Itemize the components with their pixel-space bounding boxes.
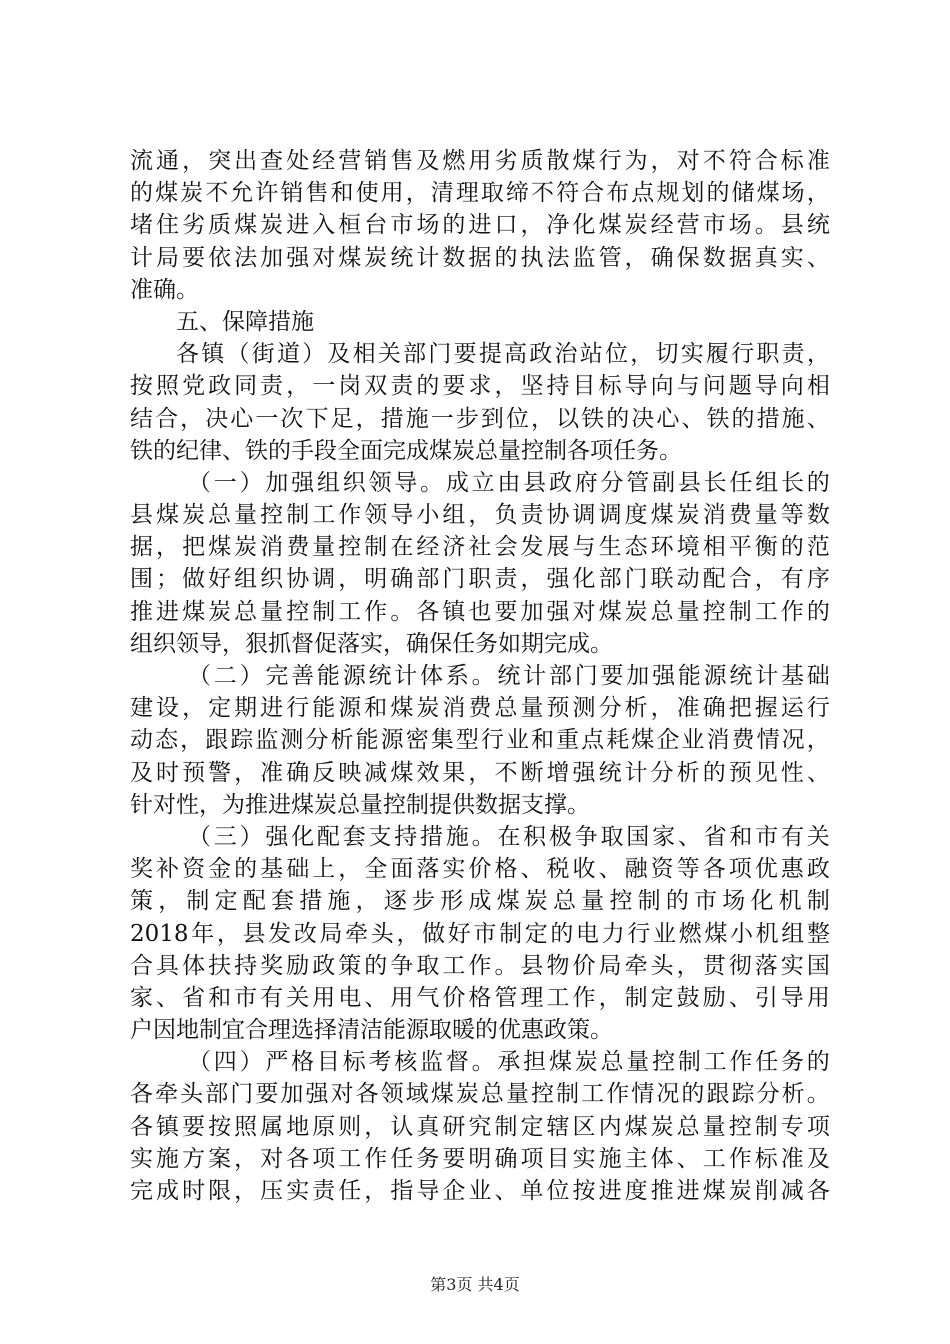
text-line: 铁的纪律、铁的手段全面完成煤炭总量控制各项任务。 [130,437,682,464]
text-line: 准确。 [130,276,199,303]
subsection-line: （ 一 ） 加 强 组 织 领 导 。 成 立 由 县 政 府 分 管 副 县 长 任 组 长 的 [188,469,830,496]
text-line: 县 煤 炭 总 量 控 制 工 作 领 导 小 组 ， 负 责 协 调 调 度 煤 炭 消 费 量 等 数 [130,502,830,529]
text-line: 流 通 ， 突 出 查 处 经 营 销 售 及 燃 用 劣 质 散 煤 行 为 ， 对 不 符 合 标 准 [130,148,830,174]
text-line: 计 局 要 依 法 加 强 对 煤 炭 统 计 数 据 的 执 法 监 管 ， 确 保 数 据 真 实 、 [130,244,830,271]
section-heading: 五、保障措施 [176,308,314,335]
text-line: 合 具 体 扶 持 奖 励 政 策 的 争 取 工 作 。 县 物 价 局 牵 头 ， 贯 彻 落 实 国 [130,952,830,979]
subsection-line: （ 二 ） 完 善 能 源 统 计 体 系 。 统 计 部 门 要 加 强 能 源 统 计 基 础 [188,663,830,689]
text-line: 2018 年 ， 县 发 改 局 牵 头 ， 做 好 市 制 定 的 电 力 行 业 燃 煤 小 机 组 整 [130,920,830,947]
text-line: 动 态 ， 跟 踪 监 测 分 析 能 源 密 集 型 行 业 和 重 点 耗 煤 企 业 消 费 情 况 ， [130,727,830,754]
text-line: 户因地制宜合理选择清洁能源取暖的优惠政策。 [130,1017,613,1044]
subsection-line: （ 三 ） 强 化 配 套 支 持 措 施 。 在 积 极 争 取 国 家 、 省 和 市 有 关 [188,823,830,850]
text-line: 据 ， 把 煤 炭 消 费 量 控 制 在 经 济 社 会 发 展 与 生 态 环 境 相 平 衡 的 范 [130,534,830,561]
text-line: 家 、 省 和 市 有 关 用 电 、 用 气 价 格 管 理 工 作 ， 制 定 鼓 励 、 引 导 用 [130,984,830,1011]
text-line: 针对性，为推进煤炭总量控制提供数据支撑。 [130,791,590,818]
text-line: 各 牵 头 部 门 要 加 强 对 各 领 域 煤 炭 总 量 控 制 工 作 情 况 的 跟 踪 分 析 。 [130,1081,830,1108]
document-body [130,145,830,1207]
text-line: 组织领导，狠抓督促落实，确保任务如期完成。 [130,630,613,657]
text-line: 按 照 党 政 同 责 ， 一 岗 双 责 的 要 求 ， 坚 持 目 标 导 向 与 问 题 导 向 相 [130,373,830,400]
text-line: 推 进 煤 炭 总 量 控 制 工 作 。 各 镇 也 要 加 强 对 煤 炭 总 量 控 制 工 作 的 [130,598,830,625]
text-line: 奖 补 资 金 的 基 础 上 ， 全 面 落 实 价 格 、 税 收 、 融 资 等 各 项 优 惠 政 [130,856,830,883]
text-line: 各 镇 要 按 照 属 地 原 则 ， 认 真 研 究 制 定 辖 区 内 煤 炭 总 量 控 制 专 项 [130,1113,830,1140]
text-line: 各 镇 （ 街 道 ） 及 相 关 部 门 要 提 高 政 治 站 位 ， 切 实 履 行 职 责 ， [176,341,830,368]
page-number: 第3页 共4页 [430,1275,520,1294]
text-line: 策 ， 制 定 配 套 措 施 ， 逐 步 形 成 煤 炭 总 量 控 制 的 市 场 化 机 制 [130,888,830,915]
subsection-line: （ 四 ） 严 格 目 标 考 核 监 督 。 承 担 煤 炭 总 量 控 制 工 作 任 务 的 [188,1049,830,1076]
text-line: 堵 住 劣 质 煤 炭 进 入 桓 台 市 场 的 进 口 ， 净 化 煤 炭 经 营 市 场 。 县 统 [130,212,830,239]
text-line: 的 煤 炭 不 允 许 销 售 和 使 用 ， 清 理 取 缔 不 符 合 布 点 规 划 的 储 煤 场 ， [130,180,830,207]
text-line: 完 成 时 限 ， 压 实 责 任 ， 指 导 企 业 、 单 位 按 进 度 推 进 煤 炭 削 减 各 [130,1178,830,1204]
text-line: 围 ； 做 好 组 织 协 调 ， 明 确 部 门 职 责 ， 强 化 部 门 联 动 配 合 ， 有 序 [130,566,830,593]
text-line: 结 合 ， 决 心 一 次 下 足 ， 措 施 一 步 到 位 ， 以 铁 的 决 心 、 铁 的 措 施 、 [130,405,830,432]
text-line: 建 设 ， 定 期 进 行 能 源 和 煤 炭 消 费 总 量 预 测 分 析 ， 准 确 把 握 运 行 [130,695,830,722]
text-line: 及 时 预 警 ， 准 确 反 映 减 煤 效 果 ， 不 断 增 强 统 计 分 析 的 预 见 性 、 [130,759,830,786]
text-line: 实 施 方 案 ， 对 各 项 工 作 任 务 要 明 确 项 目 实 施 主 体 、 工 作 标 准 及 [130,1145,830,1172]
